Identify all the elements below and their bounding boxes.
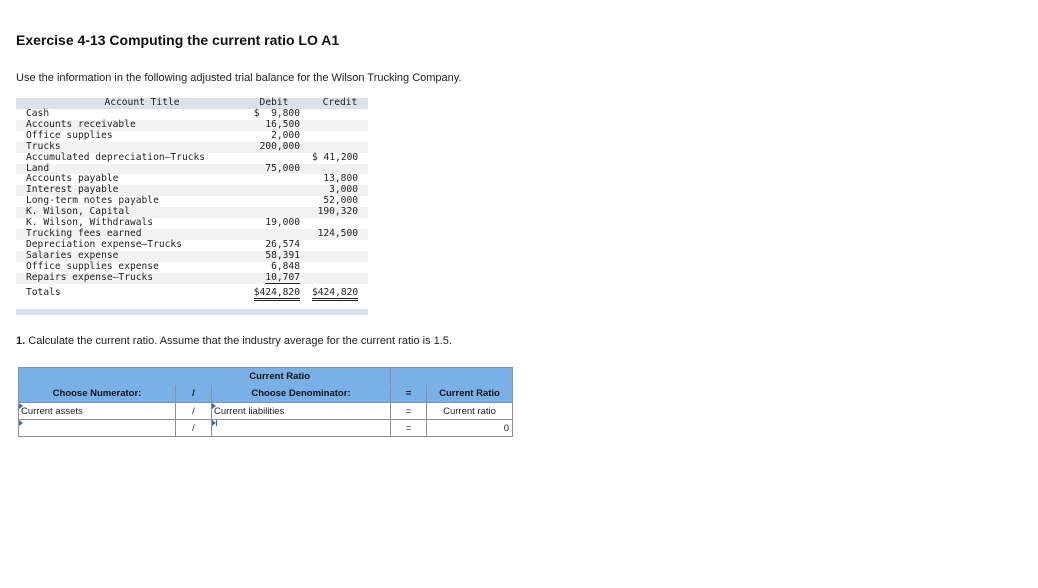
account-name: Accounts receivable	[16, 120, 248, 131]
account-name: Salaries expense	[16, 251, 248, 262]
worksheet-row	[19, 403, 513, 420]
credit-value: 124,500	[312, 229, 368, 240]
debit-value: 200,000	[248, 142, 300, 153]
account-name: Long-term notes payable	[26, 195, 159, 207]
credit-value: 52,000	[323, 195, 358, 207]
numerator-input[interactable]	[19, 420, 176, 437]
credit-value	[312, 273, 368, 284]
account-name: Trucks	[16, 142, 248, 153]
credit-value: $ 41,200	[312, 151, 359, 163]
account-name: Accumulated depreciation—Trucks	[26, 151, 206, 163]
account-name: Cash	[26, 108, 50, 119]
credit-value: 3,000	[312, 185, 368, 196]
debit-value: 75,000	[248, 164, 300, 175]
equals-sign: =	[391, 403, 427, 420]
totals-credit: $424,820	[312, 284, 368, 300]
current-ratio-worksheet	[18, 367, 513, 437]
denominator-input[interactable]	[212, 420, 391, 437]
credit-header: Credit	[312, 98, 368, 109]
account-title-header: Account Title	[16, 98, 248, 109]
account-name: Accounts payable	[26, 173, 119, 185]
debit-header: Debit	[248, 98, 300, 109]
dropdown-marker-icon	[212, 403, 216, 409]
debit-value	[248, 185, 300, 196]
slash-header: /	[176, 385, 212, 403]
worksheet-row	[19, 420, 513, 437]
current-ratio-result: 0	[427, 420, 513, 437]
trial-balance-header-row	[16, 98, 368, 109]
instructions-text: Use the information in the following adjusted trial balance for the Wilson Trucking Company.	[16, 72, 462, 84]
credit-value: 13,800	[323, 173, 358, 185]
equals-sign: =	[391, 420, 427, 437]
numerator-header: Choose Numerator:	[19, 385, 176, 403]
account-name: Repairs expense—Trucks	[16, 273, 248, 284]
table-row	[16, 131, 368, 142]
equals-header: =	[391, 385, 427, 403]
trial-balance-body	[16, 109, 368, 300]
credit-value	[312, 240, 368, 251]
numerator-select[interactable]: Current assets	[19, 403, 176, 420]
totals-debit: $424,820	[248, 284, 300, 300]
question-body: Calculate the current ratio. Assume that the industry average for the current ratio is 1.5.	[28, 335, 452, 347]
division-sign: /	[176, 420, 212, 437]
account-name: K. Wilson, Capital	[16, 207, 248, 218]
table-row	[16, 273, 368, 284]
debit-value: 58,391	[248, 251, 300, 262]
debit-value	[248, 196, 300, 207]
credit-value	[312, 251, 368, 262]
debit-value: 19,000	[265, 217, 300, 229]
header-spacer	[300, 98, 312, 109]
credit-value	[312, 131, 368, 142]
trial-balance-table	[16, 98, 368, 300]
debit-value: 2,000	[271, 129, 300, 141]
credit-value	[312, 262, 368, 273]
debit-value: 16,500	[248, 120, 300, 131]
account-name: Office supplies expense	[26, 260, 159, 272]
table-row	[16, 153, 368, 164]
account-name: Office supplies	[26, 129, 113, 141]
debit-value: 26,574	[265, 238, 300, 250]
account-name: Trucking fees earned	[16, 229, 248, 240]
credit-value	[312, 120, 368, 131]
result-label: Current ratio	[427, 403, 513, 420]
page-title: Exercise 4-13 Computing the current ratio LO A1	[16, 32, 340, 48]
worksheet-header-row	[19, 385, 513, 403]
account-name: Depreciation expense—Trucks	[26, 238, 182, 250]
table-row	[16, 262, 368, 273]
debit-value: $ 9,800	[253, 108, 300, 119]
question-number: 1.	[16, 335, 26, 347]
division-sign: /	[176, 403, 212, 420]
result-header: Current Ratio	[427, 385, 513, 403]
debit-value: 10,707	[248, 273, 300, 284]
debit-value	[248, 174, 300, 185]
denominator-header: Choose Denominator:	[212, 385, 391, 403]
account-name: Land	[16, 164, 248, 175]
credit-value	[312, 109, 368, 120]
totals-label: Totals	[26, 287, 61, 299]
account-name: Interest payable	[16, 185, 248, 196]
debit-value: 6,848	[271, 260, 300, 272]
denominator-select[interactable]: Current liabilities	[212, 403, 391, 420]
trial-balance-footer-bar	[16, 309, 368, 315]
totals-row	[16, 284, 368, 300]
input-marker-icon	[19, 420, 23, 426]
worksheet-caption: Current Ratio	[19, 368, 391, 385]
account-name: K. Wilson, Withdrawals	[26, 217, 154, 229]
question-text	[16, 335, 452, 347]
dropdown-marker-icon	[19, 403, 23, 409]
credit-value: 190,320	[312, 207, 368, 218]
